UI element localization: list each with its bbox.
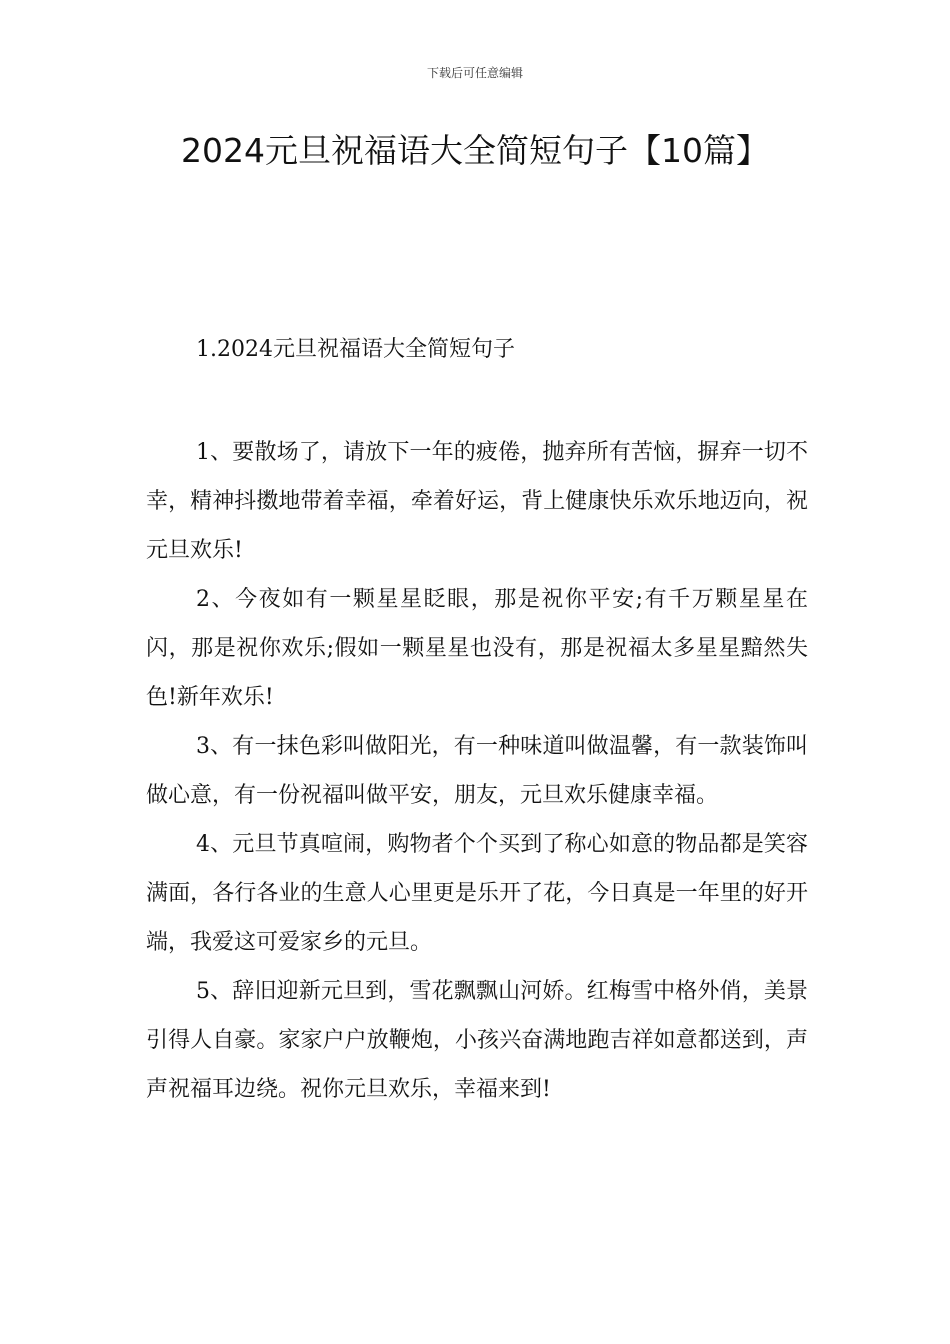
page-header-note: 下载后可任意编辑: [426, 66, 523, 80]
document-title: 2024元旦祝福语大全简短句子【10篇】: [181, 131, 769, 170]
paragraph-1: 1、要散场了，请放下一年的疲倦，抛弃所有苦恼，摒弃一切不幸，精神抖擞地带着幸福，牵着好运，背上健康快乐欢乐地迈向，祝元旦欢乐!: [146, 440, 808, 563]
section-heading: 1.2024元旦祝福语大全简短句子: [196, 337, 515, 362]
paragraph-3: 3、有一抹色彩叫做阳光，有一种味道叫做温馨，有一款装饰叫做心意，有一份祝福叫做平安，朋友，元旦欢乐健康幸福。: [146, 734, 808, 808]
paragraph-5: 5、辞旧迎新元旦到，雪花飘飘山河娇。红梅雪中格外俏，美景引得人自豪。家家户户放鞭炮，小孩兴奋满地跑吉祥如意都送到，声声祝福耳边绕。祝你元旦欢乐，幸福来到!: [146, 979, 808, 1102]
paragraph-4: 4、元旦节真喧闹，购物者个个买到了称心如意的物品都是笑容满面，各行各业的生意人心里更是乐开了花，今日真是一年里的好开端，我爱这可爱家乡的元旦。: [146, 832, 808, 955]
paragraph-2: 2、今夜如有一颗星星眨眼，那是祝你平安;有千万颗星星在闪，那是祝你欢乐;假如一颗星星也没有，那是祝福太多星星黯然失色!新年欢乐!: [146, 587, 808, 710]
document-body: [146, 428, 808, 1114]
